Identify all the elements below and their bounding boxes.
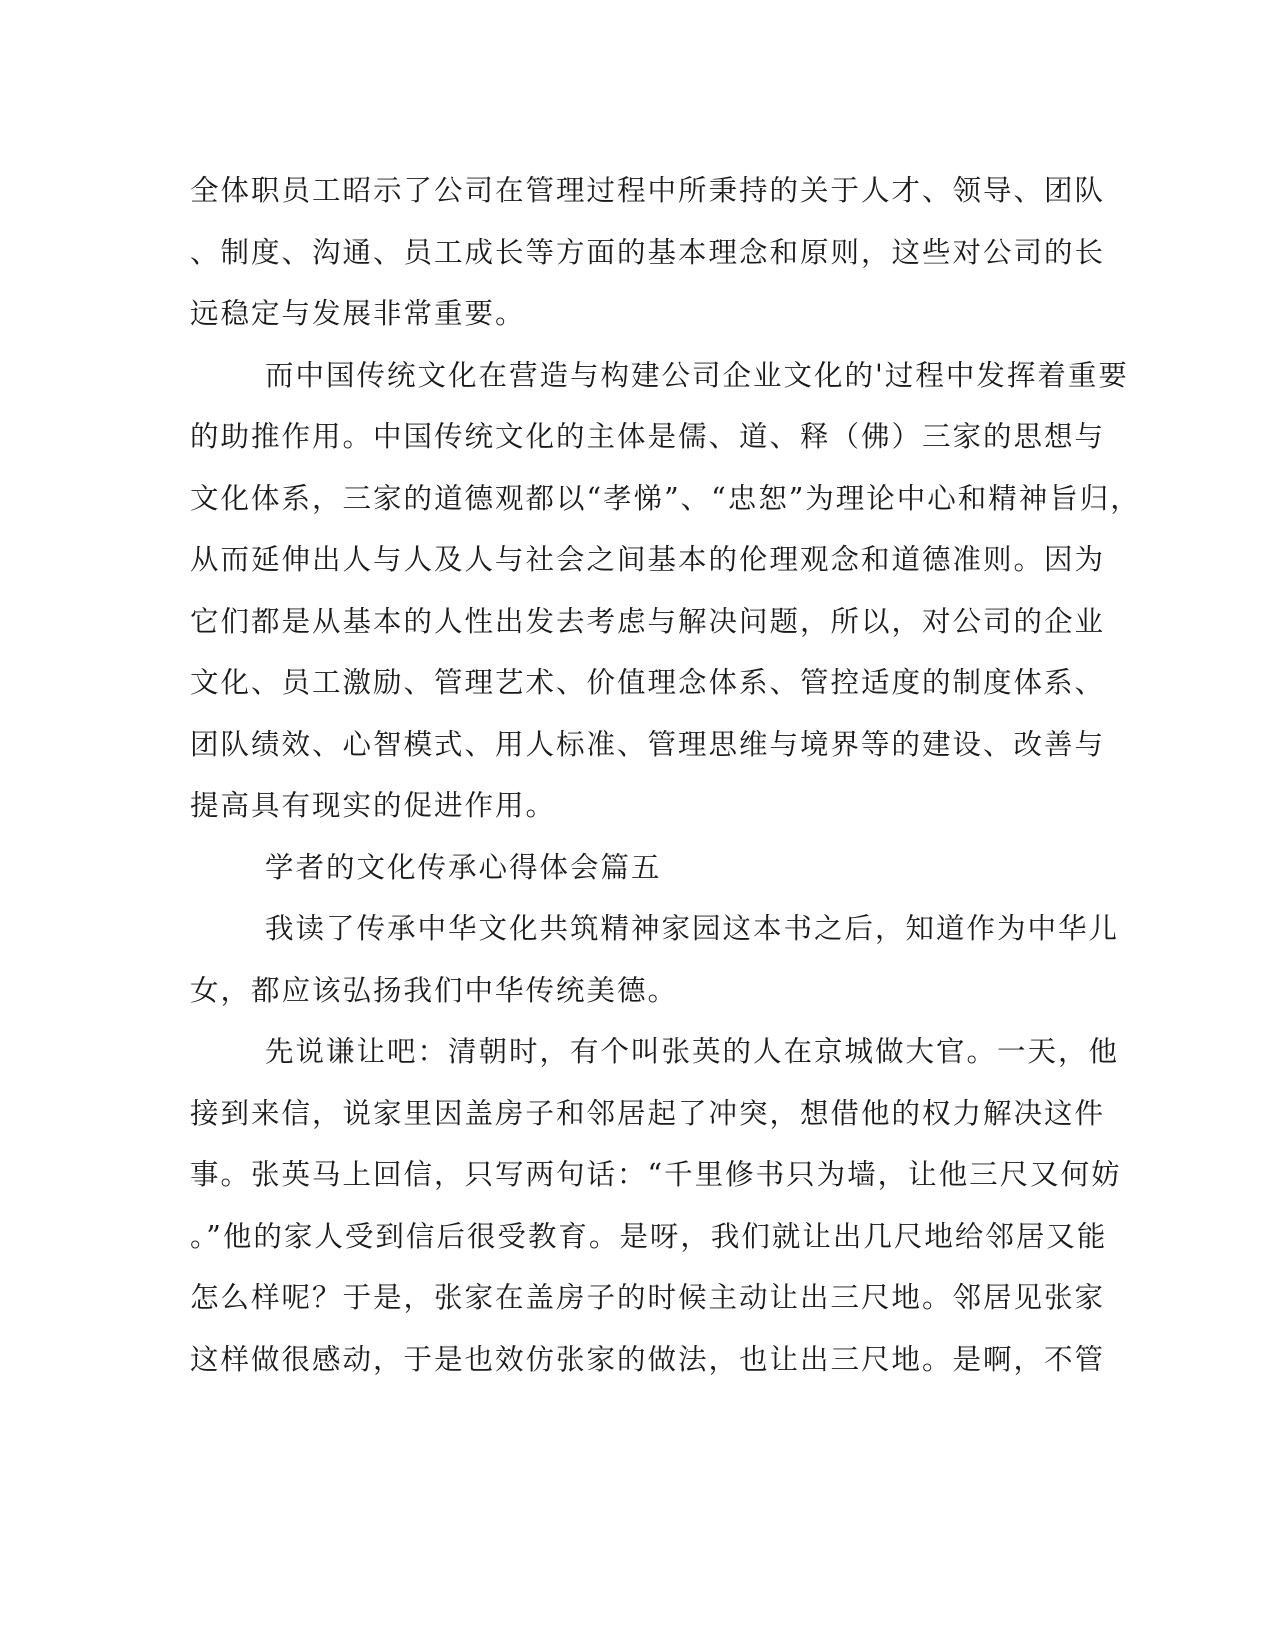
text-line: 全体职员工昭示了公司在管理过程中所秉持的关于人才、领导、团队: [190, 174, 1106, 207]
text-line: 事。张英马上回信，只写两句话：“千里修书只为墙，让他三尺又何妨: [190, 1158, 1122, 1191]
text-line: 接到来信，说家里因盖房子和邻居起了冲突，想借他的权力解决这件: [190, 1096, 1106, 1130]
text-line: 。”他的家人受到信后很受教育。是呀，我们就让出几尺地给邻居又能: [190, 1219, 1108, 1253]
text-line: 提高具有现实的促进作用。: [190, 789, 557, 822]
document-body: [190, 160, 1141, 1390]
text-line: 文化体系，三家的道德观都以“孝悌”、“忠恕”为理论中心和精神旨归，: [190, 481, 1141, 515]
section-heading: 学者的文化传承心得体会篇五: [265, 850, 662, 884]
text-line: 它们都是从基本的人性出发去考虑与解决问题，所以，对公司的企业: [190, 604, 1106, 638]
text-line: 女，都应该弘扬我们中华传统美德。: [190, 973, 679, 1007]
text-line: 团队绩效、心智模式、用人标准、管理思维与境界等的建设、改善与: [190, 727, 1106, 761]
text-line: 远稳定与发展非常重要。: [190, 297, 526, 330]
text-line: 、制度、沟通、员工成长等方面的基本理念和原则，这些对公司的长: [190, 235, 1106, 269]
paragraph-start-line: 先说谦让吧：清朝时，有个叫张英的人在京城做大官。一天，他: [265, 1035, 1120, 1068]
text-line: 这样做很感动，于是也效仿张家的做法，也让出三尺地。是啊，不管: [190, 1342, 1106, 1376]
paragraph-start-line: 我读了传承中华文化共筑精神家园这本书之后，知道作为中华儿: [265, 912, 1120, 945]
text-line: 怎么样呢？于是，张家在盖房子的时候主动让出三尺地。邻居见张家: [190, 1281, 1106, 1314]
text-line: 文化、员工激励、管理艺术、价值理念体系、管控适度的制度体系、: [190, 666, 1106, 699]
text-line: 从而延伸出人与人及人与社会之间基本的伦理观念和道德准则。因为: [190, 543, 1106, 576]
paragraph-start-line: 而中国传统文化在营造与构建公司企业文化的'过程中发挥着重要: [265, 358, 1129, 392]
text-line: 的助推作用。中国传统文化的主体是儒、道、释（佛）三家的思想与: [190, 420, 1106, 453]
